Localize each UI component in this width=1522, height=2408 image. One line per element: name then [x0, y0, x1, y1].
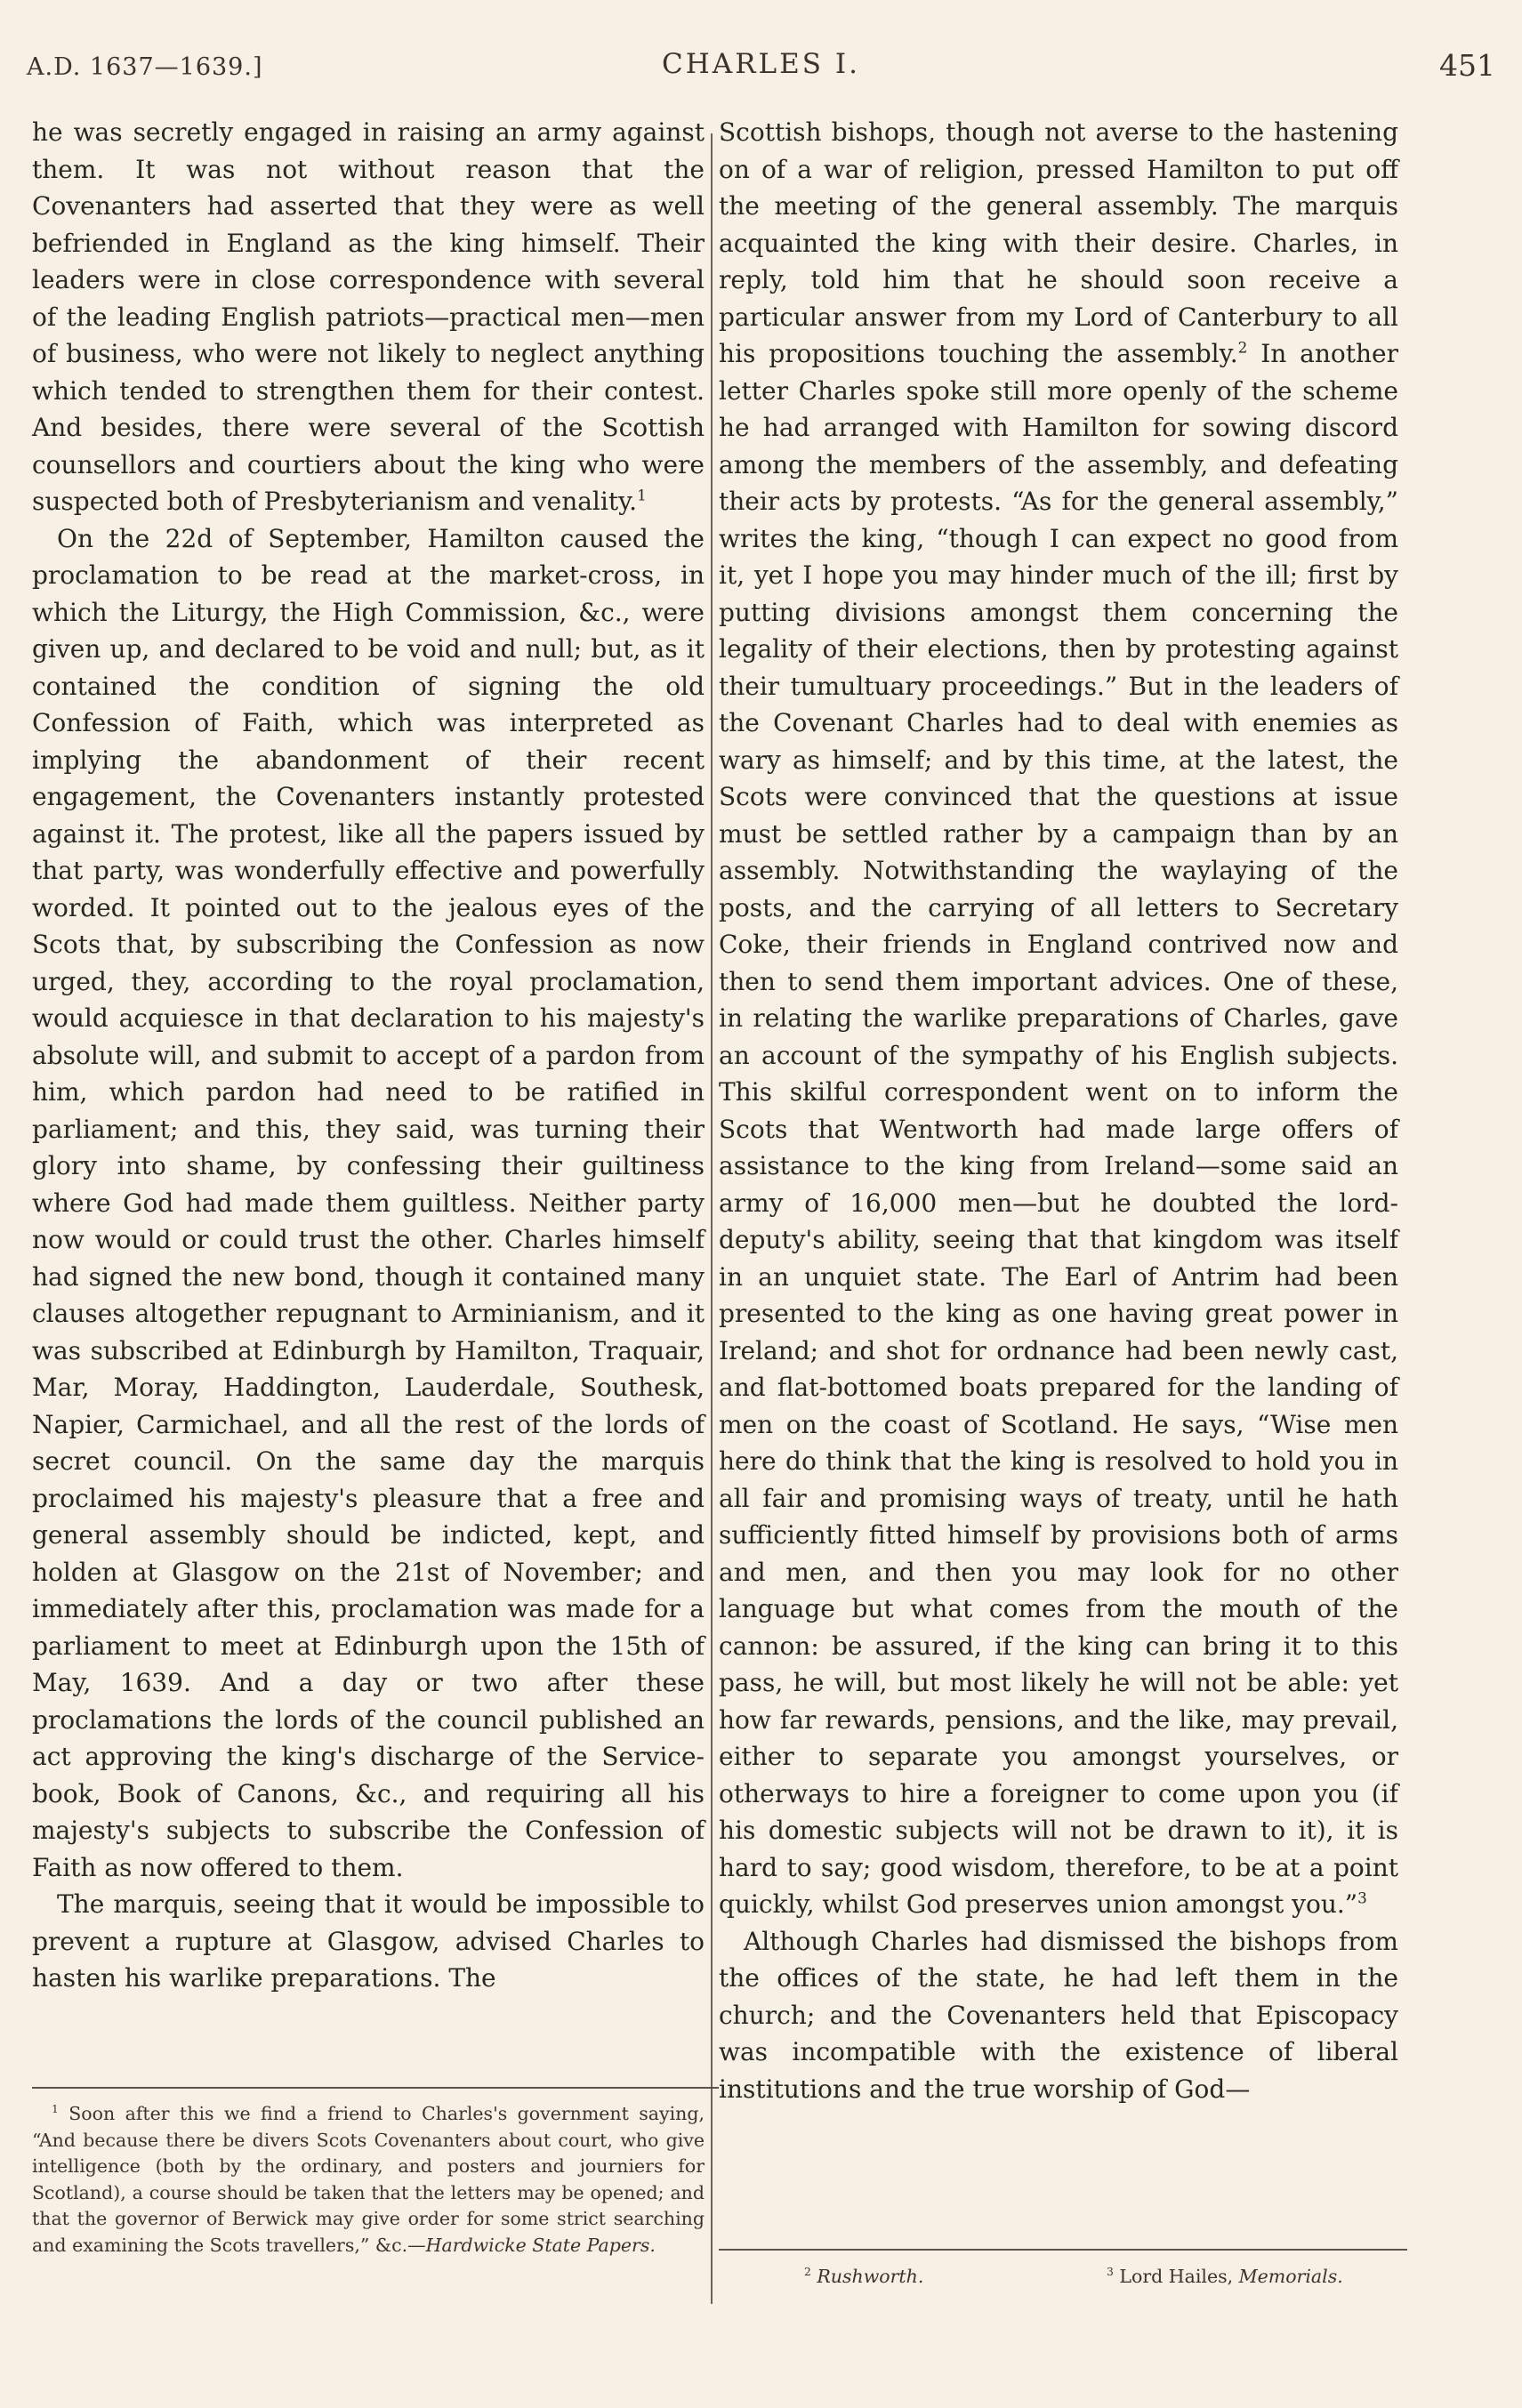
footnote-2-mark: 2	[804, 2266, 811, 2279]
footnote-rule-right	[719, 2249, 1407, 2251]
footnote-2	[804, 2264, 923, 2291]
footnote-1-text: Soon after this we find a friend to Charles's government saying, “And because there be divers Scots Covenanters about court, who give intelligence (both by the ordinary, and posters and journiers for Scotland), a course should be taken that the letters may be opened; and that the governor of Berwick may give order for some strict searching and examining the Scots travellers,” &c.—	[32, 2103, 705, 2256]
footnote-1	[32, 2101, 705, 2259]
footnote-3	[1107, 2264, 1343, 2291]
footnote-ref-1: 1	[637, 486, 647, 504]
footnote-ref-3: 3	[1357, 1889, 1367, 1907]
running-header	[27, 48, 1495, 84]
left-paragraph-1-text: he was secretly engaged in raising an army against them. It was not without reason that the Covenanters had asserted that they were as well befriended in England as the king himself. Their leaders were in close correspondence with several of the leading English patriots—practical men—men of business, who were not likely to neglect anything which tended to strengthen them for their contest. And besides, there were several of the Scottish counsellors and courtiers about the king who were suspected both of Presbyterianism and venality.	[32, 117, 705, 516]
footnote-3-mark: 3	[1107, 2266, 1114, 2279]
right-paragraph-1-text-a: Scottish bishops, though not averse to the hastening on of a war of religion, pressed Hamilton to put off the meeting of the general assembly. The marquis acquainted the king with their desire. Charles, in reply, told him that he should soon receive a particular answer from my Lord of Canterbury to all his propositions touching the assembly.	[719, 117, 1398, 368]
left-paragraph-3: The marquis, seeing that it would be impossible to prevent a rupture at Glasgow, advised Charles to hasten his warlike preparations. The	[32, 1889, 705, 1993]
left-paragraph-2: On the 22d of September, Hamilton caused the proclamation to be read at the market-cross, in which the Liturgy, the High Commission, &c., were given up, and declared to be void and null; but, as it contained the condition of signing the old Confession of Faith, which was interpreted as implying the abandonment of their recent engagement, the Covenanters instantly protested against it. The protest, like all the papers issued by that party, was wonderfully effective and powerfully worded. It pointed out to the jealous eyes of the Scots that, by subscribing the Confession as now urged, they, according to the royal proclamation, would acquiesce in that declaration to his majesty's absolute will, and submit to accept of a pardon from him, which pardon had need to be ratified in parliament; and this, they said, was turning their glory into shame, by confessing their guiltiness where God had made them guiltless. Neither party now would or could trust the other. Charles himself had signed the new bond, though it contained many clauses altogether repugnant to Arminianism, and it was subscribed at Edinburgh by Hamilton, Traquair, Mar, Moray, Haddington, Lauderdale, Southesk, Napier, Carmichael, and all the rest of the lords of secret council. On the same day the marquis proclaimed his majesty's pleasure that a free and general assembly should be indicted, kept, and holden at Glasgow on the 21st of November; and immediately after this, proclamation was made for a parliament to meet at Edinburgh upon the 15th of May, 1639. And a day or two after these proclamations the lords of the council published an act approving the king's discharge of the Service-book, Book of Canons, &c., and requiring all his majesty's subjects to subscribe the Confession of Faith as now offered to them.	[32, 523, 705, 1882]
column-divider	[711, 133, 713, 2304]
footnote-rule-left	[32, 2087, 719, 2089]
header-date-range: A.D. 1637—1639.]	[27, 53, 263, 81]
page-number: 451	[1439, 48, 1495, 83]
right-column	[719, 114, 1398, 2107]
footnote-3-text: Lord Hailes,	[1119, 2266, 1239, 2287]
footnote-3-source: Memorials.	[1238, 2266, 1343, 2287]
right-paragraph-2: Although Charles had dismissed the bishops from the offices of the state, he had left them in the church; and the Covenanters held that Episcopacy was incompatible with the existence of liberal institutions and the true worship of God—	[719, 1926, 1398, 2104]
header-title: CHARLES I.	[662, 48, 860, 80]
footnote-2-source: Rushworth.	[817, 2266, 924, 2287]
right-paragraph-1-text-b: In another letter Charles spoke still more openly of the scheme he had arranged with Hamilton for sowing discord among the members of the assembly, and defeating their acts by protests. “As for the general assembly,” writes the king, “though I can expect no good from it, yet I hope you may hinder much of the ill; first by putting divisions amongst them concerning the legality of their elections, then by protesting against their tumultuary proceedings.” But in the leaders of the Covenant Charles had to deal with enemies as wary as himself; and by this time, at the latest, the Scots were convinced that the questions at issue must be settled rather by a campaign than by an assembly. Notwithstanding the waylaying of the posts, and the carrying of all letters to Secretary Coke, their friends in England contrived now and then to send them important advices. One of these, in relating the warlike preparations of Charles, gave an account of the sympathy of his English subjects. This skilful correspondent went on to inform the Scots that Wentworth had made large offers of assistance to the king from Ireland—some said an army of 16,000 men—but he doubted the lord-deputy's ability, seeing that that kingdom was itself in an unquiet state. The Earl of Antrim had been presented to the king as one having great power in Ireland; and shot for ordnance had been newly cast, and flat-bottomed boats prepared for the landing of men on the coast of Scotland. He says, “Wise men here do think that the king is resolved to hold you in all fair and promising ways of treaty, until he hath sufficiently fitted himself by provisions both of arms and men, and then you may look for no other language but what comes from the mouth of the cannon: be assured, if the king can bring it to this pass, he will, but most likely he will not be able: yet how far rewards, pensions, and the like, may prevail, either to separate you amongst yourselves, or otherways to hire a foreigner to come upon you (if his domestic subjects will not be drawn to it), it is hard to say; good wisdom, therefore, to be at a point quickly, whilst God preserves union amongst you.”	[719, 339, 1398, 1919]
left-column	[32, 114, 705, 1997]
footnote-1-source: Hardwicke State Papers.	[425, 2234, 656, 2256]
left-paragraph-1	[32, 114, 705, 520]
footnote-1-mark: 1	[52, 2103, 59, 2116]
footnote-ref-2: 2	[1237, 338, 1248, 357]
right-paragraph-1	[719, 114, 1398, 1923]
